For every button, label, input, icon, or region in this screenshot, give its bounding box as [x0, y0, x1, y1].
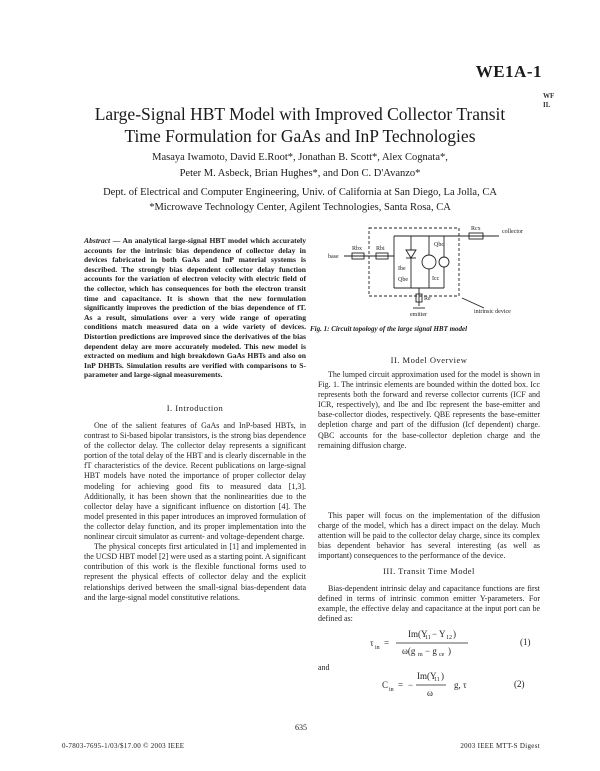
paragraph: Bias-dependent intrinsic delay and capacitance functions are first defined in terms of intrinsic common emitter Y-parameters. For example, the effective delay and capacitance at the input port can be defined as: [318, 584, 540, 624]
rbx-label: Rbx [352, 246, 363, 252]
overview-body [318, 370, 540, 451]
icc-label: Icc [432, 276, 440, 282]
title-line: Time Formulation for GaAs and InP Technologies [124, 126, 476, 146]
equation-1 [368, 626, 488, 660]
overview-body-2 [318, 511, 540, 561]
svg-text:11: 11 [434, 677, 440, 683]
equation-2 [380, 668, 490, 702]
eq1-num-sub: 11 [425, 635, 431, 641]
eq2-numerator: Im(Y [417, 671, 437, 681]
paragraph: This paper will focus on the implementation of the diffusion charge of the model, which has a direct impact on the delay. Much attention will be paid to the collector delay charge, since its complex bias dependent behavior has several interesting (as well as important) consequences to the performance of the device. [318, 511, 540, 561]
digest-line: 2003 IEEE MTT-S Digest [460, 742, 540, 750]
title-line: Large-Signal HBT Model with Improved Collector Transit [94, 104, 506, 124]
equation-2-number: (2) [514, 679, 525, 689]
author-line: Peter M. Asbeck, Brian Hughes*, and Don C. D'Avanzo* [179, 168, 421, 179]
section-heading-introduction: I. Introduction [166, 403, 224, 413]
equation-1-number: (1) [520, 637, 531, 647]
intrinsic-box [369, 228, 459, 296]
svg-text:): ) [441, 671, 444, 681]
abstract [84, 236, 306, 380]
author-list [60, 150, 540, 182]
qbc-label: Qbc [434, 242, 444, 248]
paragraph: One of the salient features of GaAs and InP-based HBTs, in contrast to Si-based bipolar transistors, is the strong bias dependence of the collector delay. The collector delay represents a significant portion of the total delay of the HBT and is clearly discernable in the fT characteristics of the device. Recent publications on large-signal HBT models have noted the importance of proper collector delay modeling for achieving good fits to measured data [1,3]. Additionally, it has been shown that the nonlinearities due to the collector delay have a significant influence on distortion [4]. The model presented in this paper introduces an improved formulation of the collector delay function, and its proper implementation into the nonlinear circuit simulator as current- and voltage-dependent charge. [84, 421, 306, 542]
svg-text:): ) [453, 629, 456, 639]
isbn-line: 0-7803-7695-1/03/$17.00 © 2003 IEEE [62, 742, 185, 750]
eq1-denominator: ω(g [402, 646, 416, 656]
intrinsic-label: intrinsic device [474, 309, 511, 315]
svg-text:=: = [398, 680, 404, 690]
eq2-denominator: ω [427, 688, 433, 698]
section-heading-transit: III. Transit Time Model [383, 566, 475, 576]
eq1-sub: in [375, 645, 380, 651]
introduction-body [84, 421, 306, 603]
author-line: Masaya Iwamoto, David E.Root*, Jonathan B. Scott*, Alex Cognata*, [152, 152, 448, 163]
svg-text:m: m [418, 652, 423, 658]
icc-source [422, 255, 436, 269]
figure-caption: Fig. 1: Circuit topology of the large signal HBT model [310, 325, 468, 333]
corner-mark: IL [543, 101, 551, 109]
eq1-lhs: τ [370, 638, 374, 648]
affiliation-line: *Microwave Technology Center, Agilent Technologies, Santa Rosa, CA [149, 202, 451, 213]
abstract-text: — An analytical large-signal HBT model which accurately accounts for the intrinsic bias dependence of collector delay in devices fabricated in both GaAs and InP material systems is described. The strongly bias dependent collector delay function accounts for the variation of electron velocity with electric field of the collector, which has consequences for both the electron transit time and capacitance. It is shown that the new formulation significantly improves the prediction of the bias dependence of fT. As a result, simulations over a very wide range of operating conditions match measured data on a wide variety of devices. Distortion predictions are improved since the derivatives of the bias dependent delay are more accurately modeled. This new model is extracted on medium and high breakdown GaAs HBTs and also on InP DHBTs. Simulation results are verified with comparisons to S-parameter and large-signal measurements. [84, 236, 306, 380]
affiliation-line: Dept. of Electrical and Computer Engineering, Univ. of California at San Diego, La Jolla, CA [103, 187, 497, 198]
re-label: Re [424, 296, 431, 302]
rbi-label: Rbi [376, 246, 385, 252]
svg-text:−: − [408, 680, 414, 690]
rcx-label: Rcx [471, 226, 481, 232]
paragraph: The physical concepts first articulated in [1] and implemented in the UCSD HBT model [2] were used as a starting point. A significant contribution of this work is the flexible functional forms used to represent the physical effects of collector delay and the explicit relationships derived between the small-signal bias-dependent data and the large-signal model constitutive relations. [84, 542, 306, 602]
transit-body [318, 584, 540, 624]
base-label: base [328, 254, 339, 260]
eq2-lhs: C [382, 680, 389, 690]
session-code: WE1A-1 [475, 62, 542, 81]
eq2-sub: in [389, 687, 394, 693]
page-number: 635 [295, 723, 307, 732]
eq1-den-rest: − g [425, 646, 437, 656]
collector-label: collector [502, 229, 523, 235]
paper-title [60, 103, 540, 147]
ibe-label: Ibe [398, 266, 406, 272]
emitter-label: emitter [410, 312, 427, 318]
eq1-numerator: Im(Y [408, 629, 428, 639]
and-text: and [318, 663, 330, 672]
eq2-tail: g, τ [454, 680, 467, 690]
ibe-diode [406, 250, 416, 258]
svg-text:=: = [384, 638, 390, 648]
svg-text:12: 12 [446, 635, 452, 641]
paragraph: The lumped circuit approximation used for the model is shown in Fig. 1. The intrinsic elements are bounded within the dotted box. Icc represents both the forward and reverse collector currents (ICF and ICR, respectively), and Ibe and Ibc represent the base-emitter and base-collector diodes, respectively. QBE represents the base-emitter depletion charge and part of the diffusion (Icf dependent) charge. QBC accounts for the base-collector depletion charge and the remaining diffusion charge. [318, 370, 540, 450]
circuit-diagram [324, 218, 524, 318]
abstract-lead: Abstract [84, 236, 111, 245]
corner-marks [543, 92, 554, 110]
ibc-source [439, 257, 449, 267]
svg-text:): ) [448, 646, 451, 656]
qbe-label: Qbe [398, 277, 408, 283]
svg-text:ce: ce [439, 652, 445, 658]
svg-text:− Y: − Y [432, 629, 446, 639]
affiliations [60, 185, 540, 215]
corner-mark: WF [543, 92, 555, 100]
section-heading-overview: II. Model Overview [390, 355, 468, 365]
